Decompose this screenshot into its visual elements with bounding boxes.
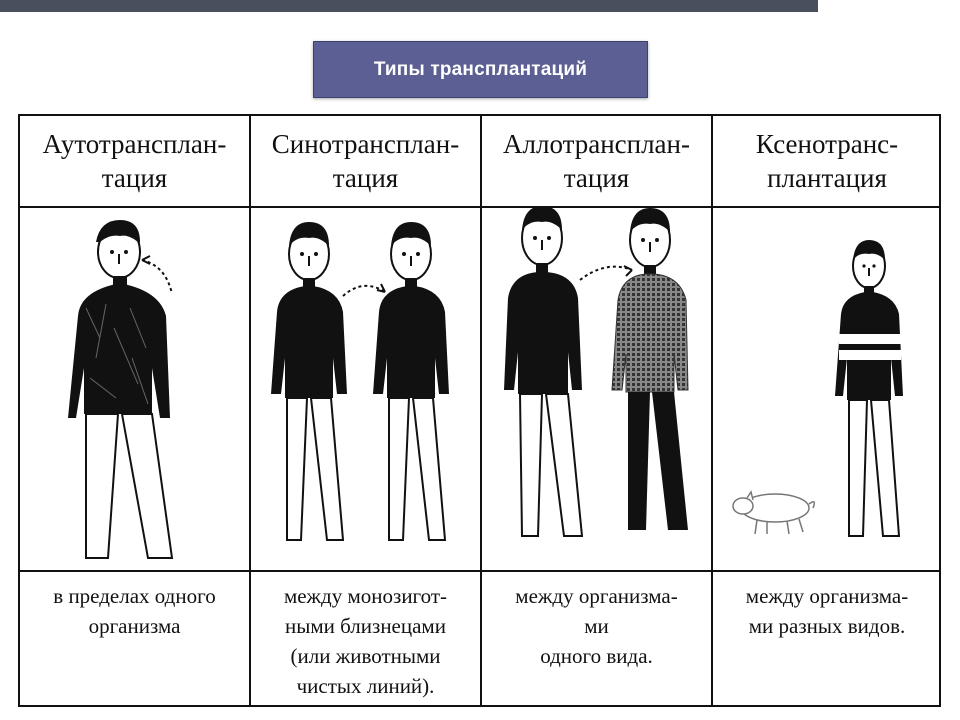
description-line: между организма- [515,584,678,608]
column-header [20,116,249,208]
column-description [482,572,711,707]
description-line: ми разных видов. [748,614,906,638]
person-figure-illustration [20,208,249,570]
header-line: Ксенотранс- [755,129,899,159]
column-description [251,572,480,707]
column-header [713,116,941,208]
column-header [251,116,480,208]
column-header [482,116,711,208]
top-bar [0,0,818,12]
illustration-cell [251,208,480,572]
header-line: плантация [767,163,887,193]
description-line: чистых линий). [296,674,435,698]
pig-icon [733,492,814,534]
illustration-cell [20,208,249,572]
description-line: ми [584,614,609,638]
two-people-figure-illustration [482,208,711,570]
header-line: Аутотрансплан- [42,129,227,159]
column-xenotransplantation [713,116,941,705]
transplantation-table [18,114,941,707]
description-line: между монозигот- [283,584,448,608]
header-line: Синотрансплан- [271,129,460,159]
illustration-cell [713,208,941,572]
twins-figure-illustration [251,208,480,570]
description-line: организма [88,614,181,638]
illustration-cell [482,208,711,572]
header-line: тация [101,163,168,193]
title-banner [313,41,648,98]
column-description [713,572,941,707]
description-line: между организма- [745,584,909,608]
description-line: (или животными [290,644,441,668]
page-title: Типы трансплантаций [373,58,588,80]
column-description [20,572,249,707]
header-line: Аллотрансплан- [503,129,690,159]
description-line: ными близнецами [285,614,446,638]
description-line: в пределах одного [53,584,216,608]
column-autotransplantation [20,116,251,705]
column-allotransplantation [482,116,713,705]
person-and-pig-illustration [713,208,939,570]
header-line: тация [332,163,399,193]
column-synotransplantation [251,116,482,705]
description-line: одного вида. [540,644,653,668]
header-line: тация [563,163,630,193]
